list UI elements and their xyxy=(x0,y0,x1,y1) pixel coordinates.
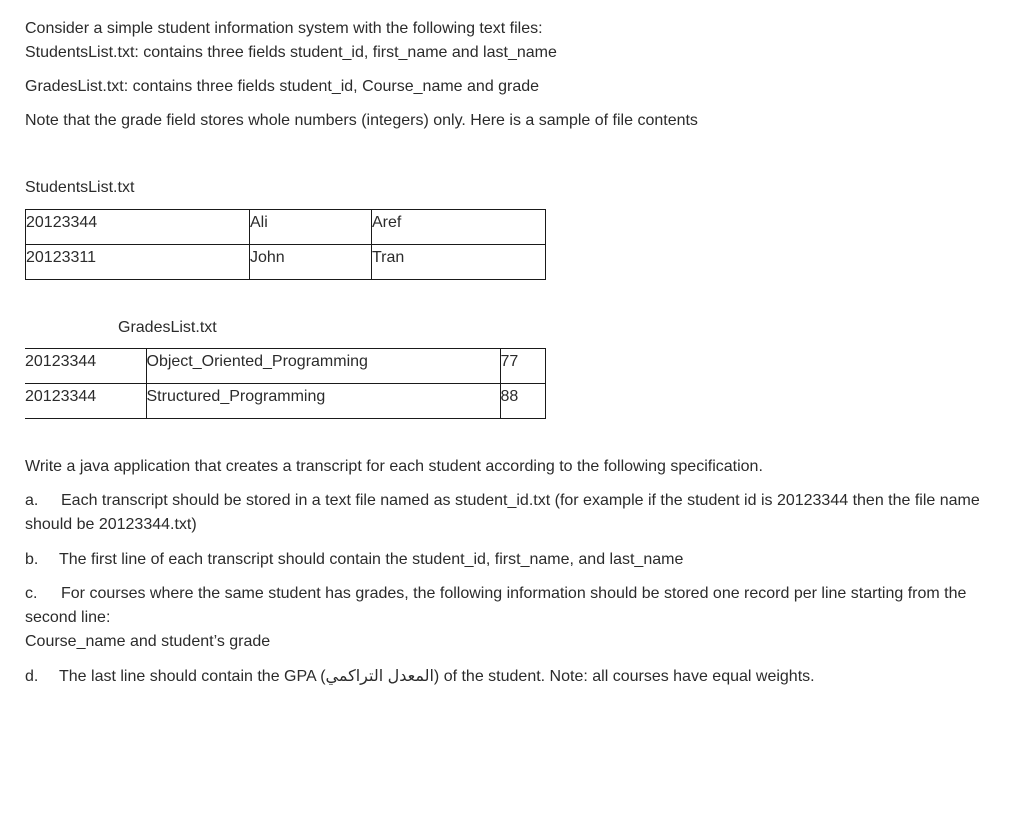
table-row xyxy=(26,245,546,280)
students-file-title: StudentsList.txt xyxy=(25,179,135,196)
grade-cell: 88 xyxy=(500,384,545,419)
spec-item-c xyxy=(25,582,1000,630)
last-name-cell: Aref xyxy=(372,210,546,245)
table-row xyxy=(25,384,545,419)
grade-student-id-cell: 20123344 xyxy=(25,349,146,384)
spec-text-d-arabic: المعدل التراكمي xyxy=(325,668,434,685)
spec-marker-a: a. xyxy=(25,492,39,509)
intro-line-2: StudentsList.txt: contains three fields student_id, first_name and last_name xyxy=(25,44,557,61)
intro-line-3: GradesList.txt: contains three fields student_id, Course_name and grade xyxy=(25,78,540,95)
grades-file-title: GradesList.txt xyxy=(118,319,217,336)
table-row xyxy=(26,210,546,245)
spec-item-a xyxy=(25,489,1000,537)
grade-cell: 77 xyxy=(500,349,545,384)
grades-table xyxy=(25,348,546,419)
spec-text-d-pre: The last line should contain the GPA ( xyxy=(59,668,326,685)
spec-text-a: Each transcript should be stored in a text file named as student_id.txt (for example if the student id is 20123344 then the file name should be 20123344.txt) xyxy=(25,492,980,533)
task-heading: Write a java application that creates a transcript for each student according to the following specification. xyxy=(25,458,763,475)
student-id-cell: 20123344 xyxy=(26,210,250,245)
spec-marker-d: d. xyxy=(25,668,39,685)
table-row xyxy=(25,349,545,384)
spec-marker-b: b. xyxy=(25,551,39,568)
last-name-cell: Tran xyxy=(372,245,546,280)
student-id-cell: 20123311 xyxy=(26,245,250,280)
course-name-cell: Structured_Programming xyxy=(146,384,500,419)
spec-item-d xyxy=(25,665,1000,689)
spec-text-d-post: ) of the student. Note: all courses have equal weights. xyxy=(433,668,815,685)
spec-text-b: The first line of each transcript should contain the student_id, first_name, and last_name xyxy=(59,551,684,568)
spec-marker-c: c. xyxy=(25,585,38,602)
course-name-cell: Object_Oriented_Programming xyxy=(146,349,500,384)
first-name-cell: Ali xyxy=(250,210,372,245)
first-name-cell: John xyxy=(250,245,372,280)
grade-student-id-cell: 20123344 xyxy=(25,384,146,419)
spec-sub-c: Course_name and student’s grade xyxy=(25,633,271,650)
intro-line-1: Consider a simple student information system with the following text files: xyxy=(25,20,543,37)
students-table xyxy=(25,209,546,280)
spec-item-b xyxy=(25,548,1000,572)
spec-text-c: For courses where the same student has grades, the following information should be stored one record per line starting from the second line: xyxy=(25,585,967,626)
intro-line-4: Note that the grade field stores whole numbers (integers) only. Here is a sample of file contents xyxy=(25,112,698,129)
